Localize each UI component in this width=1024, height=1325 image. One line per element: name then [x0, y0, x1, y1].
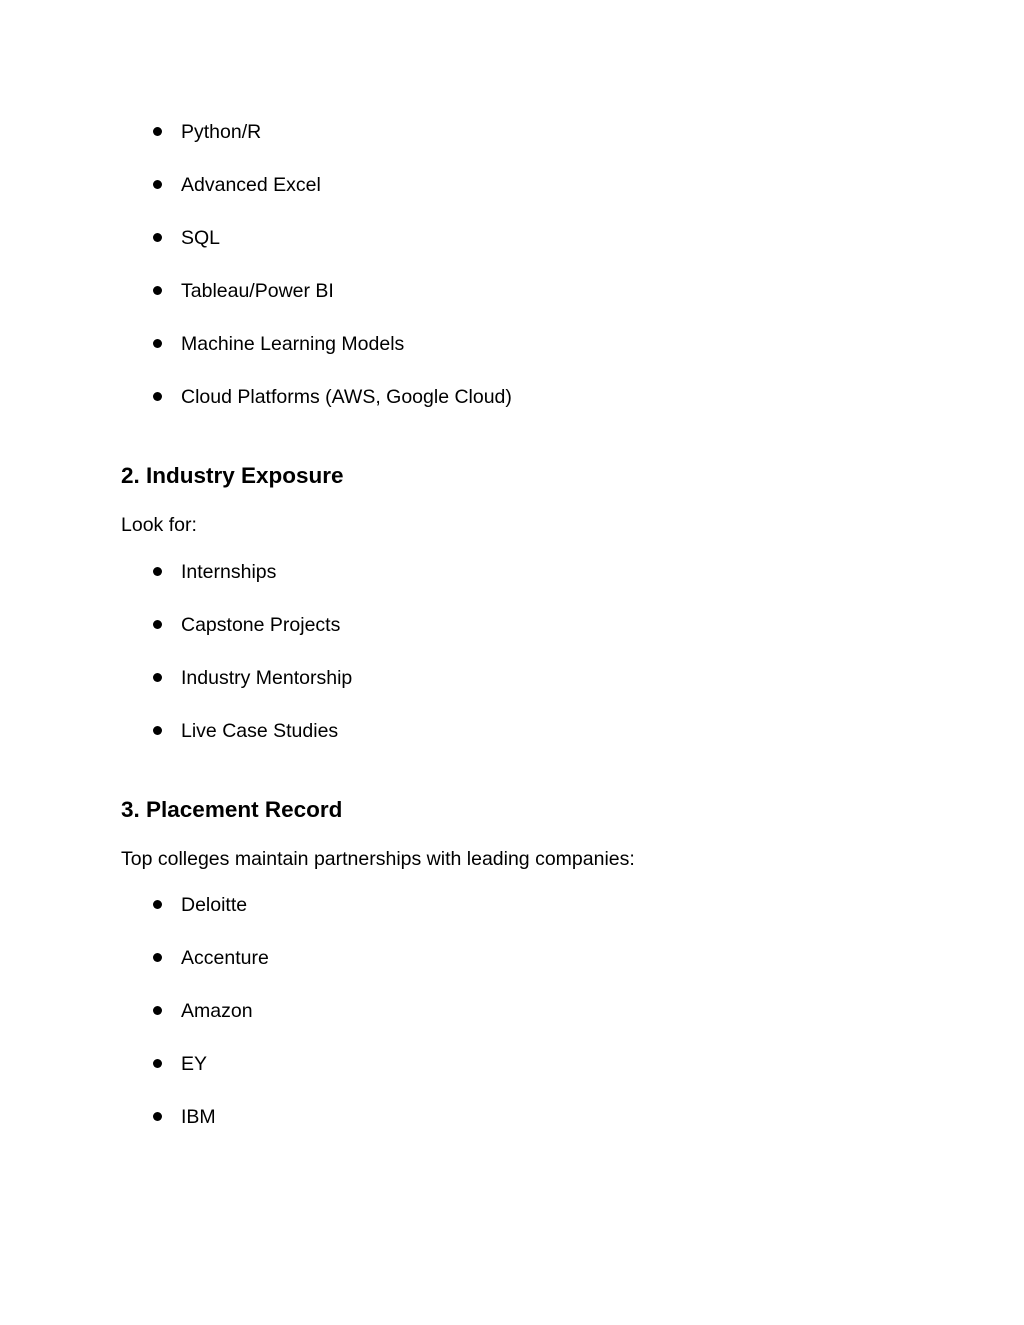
list-item-text: Industry Mentorship — [181, 667, 353, 689]
list-item-text: Amazon — [181, 1000, 253, 1022]
bullet-icon — [153, 1006, 162, 1015]
list-item-text: Capstone Projects — [181, 614, 341, 636]
list-item-text: Accenture — [181, 947, 269, 969]
bullet-icon — [153, 900, 162, 909]
bullet-icon — [153, 726, 162, 735]
list-item-text: Machine Learning Models — [181, 333, 405, 355]
bullet-icon — [153, 1112, 162, 1121]
bullet-icon — [153, 339, 162, 348]
bullet-icon — [153, 180, 162, 189]
section-heading-industry-exposure: 2. Industry Exposure — [121, 463, 344, 488]
bullet-icon — [153, 1059, 162, 1068]
list-item-text: Python/R — [181, 121, 262, 143]
section-heading-placement-record: 3. Placement Record — [121, 797, 343, 822]
list-item-text: Advanced Excel — [181, 174, 321, 196]
bullet-icon — [153, 233, 162, 242]
section-intro-placement-record: Top colleges maintain partnerships with leading companies: — [121, 848, 635, 870]
bullet-icon — [153, 392, 162, 401]
list-item-text: Deloitte — [181, 894, 248, 916]
bullet-icon — [153, 286, 162, 295]
list-item-text: Tableau/Power BI — [181, 280, 334, 302]
list-item-text: EY — [181, 1053, 208, 1075]
list-item-text: Live Case Studies — [181, 720, 339, 742]
section-intro-industry-exposure: Look for: — [121, 514, 197, 536]
list-item-text: IBM — [181, 1106, 216, 1128]
list-item-text: Cloud Platforms (AWS, Google Cloud) — [181, 386, 512, 408]
bullet-icon — [153, 620, 162, 629]
bullet-icon — [153, 127, 162, 136]
list-item-text: SQL — [181, 227, 221, 249]
bullet-icon — [153, 953, 162, 962]
list-item-text: Internships — [181, 561, 277, 583]
bullet-icon — [153, 567, 162, 576]
bullet-icon — [153, 673, 162, 682]
